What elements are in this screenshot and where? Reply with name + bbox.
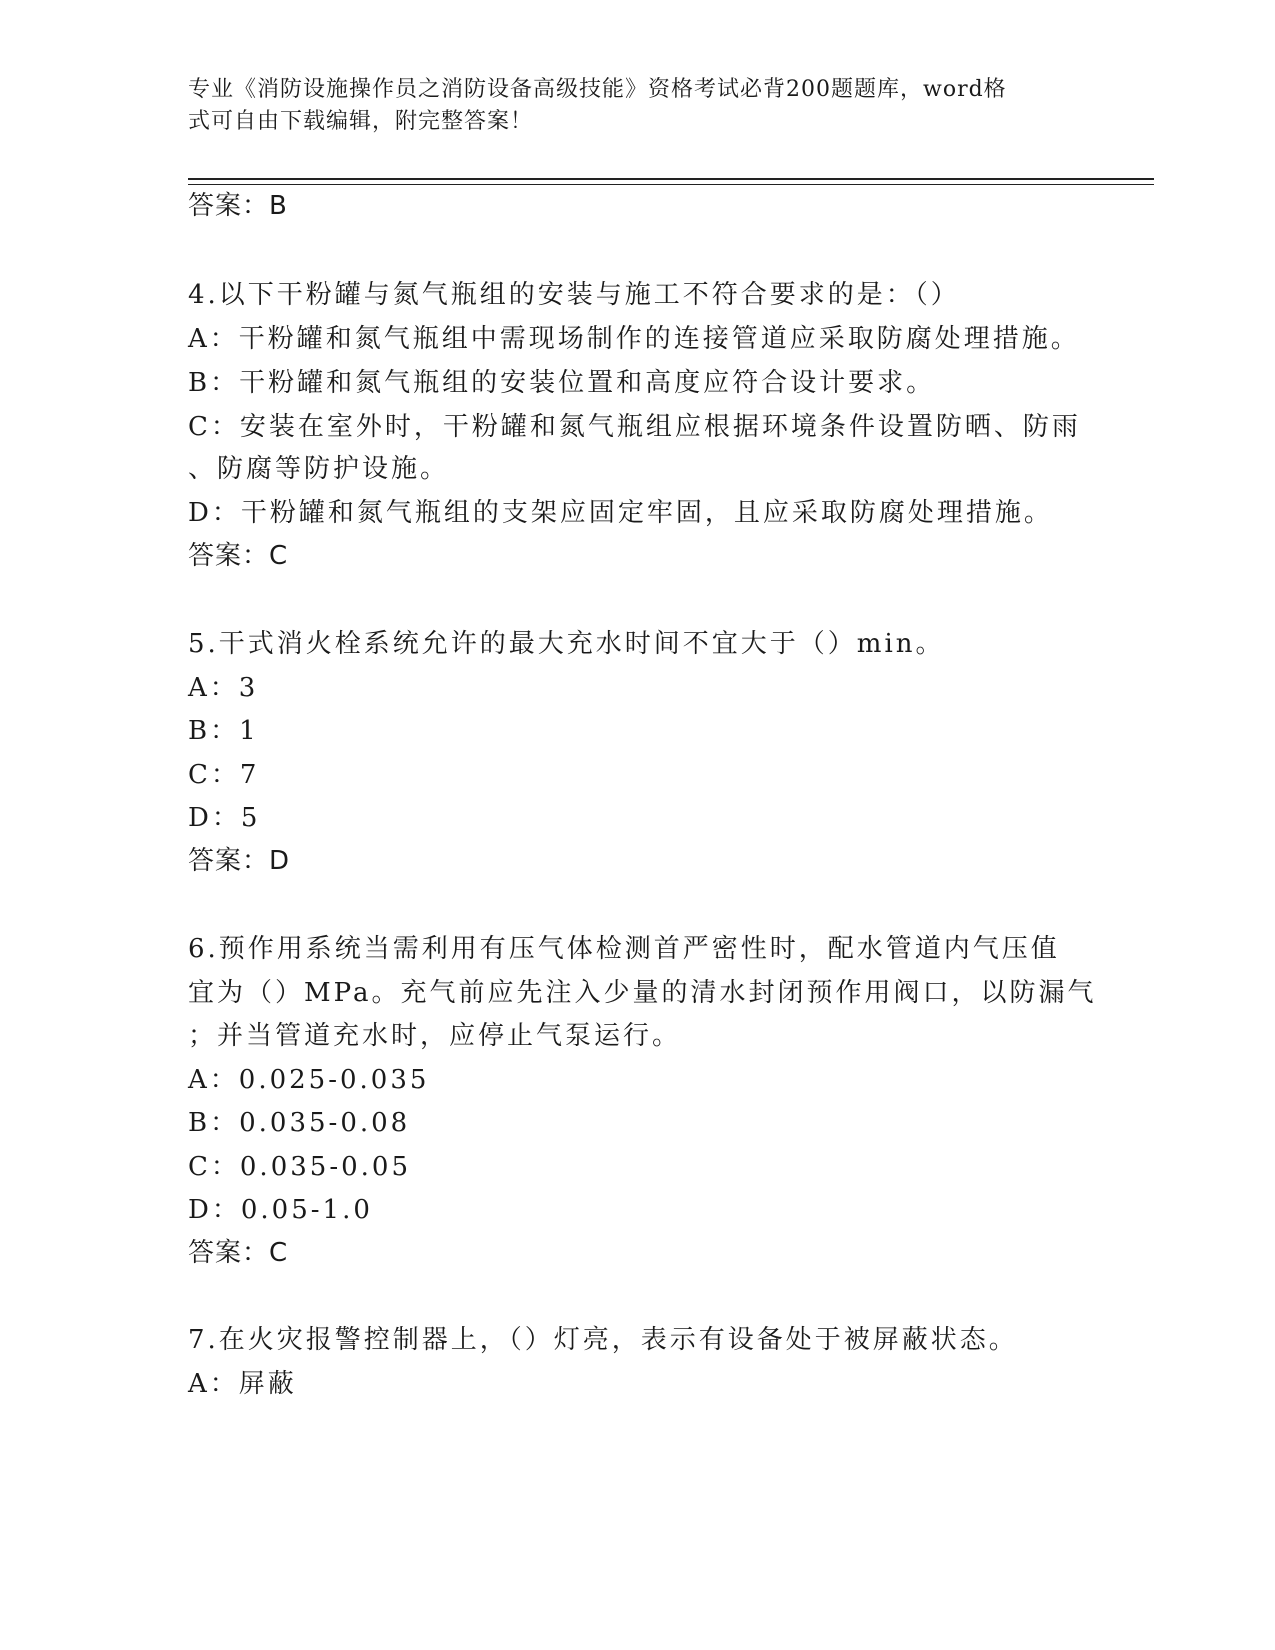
question-stem: 5.干式消火栓系统允许的最大充水时间不宜大于（）min。 [188, 629, 945, 659]
header-rule-thick [188, 178, 1154, 180]
option-c: C：7 [188, 760, 260, 790]
question-stem-continued: ；并当管道充水时，应停止气泵运行。 [188, 1021, 682, 1051]
header-line-2: 式可自由下载编辑，附完整答案！ [188, 109, 534, 134]
option-c: C：安装在室外时，干粉罐和氮气瓶组应根据环境条件设置防晒、防雨 [188, 412, 1081, 442]
answer-line: 答案：D [188, 846, 291, 876]
option-d: D：0.05-1.0 [188, 1195, 373, 1225]
option-a: A：屏蔽 [188, 1369, 297, 1399]
document-header [188, 74, 1088, 138]
option-a: A：0.025-0.035 [188, 1065, 430, 1095]
option-b: B：干粉罐和氮气瓶组的安装位置和高度应符合设计要求。 [188, 368, 936, 398]
header-rule-thin [188, 184, 1154, 185]
option-a: A：3 [188, 673, 259, 703]
answer-line: 答案：B [188, 191, 288, 221]
question-stem: 6.预作用系统当需利用有压气体检测首严密性时，配水管道内气压值 [188, 934, 1060, 964]
option-d: D：5 [188, 803, 261, 833]
question-stem-continued: 宜为（）MPa。充气前应先注入少量的清水封闭预作用阀口，以防漏气 [188, 978, 1097, 1008]
answer-line: 答案：C [188, 1238, 289, 1268]
option-b: B：0.035-0.08 [188, 1108, 411, 1138]
option-c: C：0.035-0.05 [188, 1152, 412, 1182]
question-stem: 4.以下干粉罐与氮气瓶组的安装与施工不符合要求的是：（） [188, 280, 960, 310]
option-b: B：1 [188, 716, 259, 746]
answer-line: 答案：C [188, 541, 289, 571]
header-line-1: 专业《消防设施操作员之消防设备高级技能》资格考试必背200题题库，word格 [188, 77, 1007, 102]
option-c-continued: 、防腐等防护设施。 [188, 454, 450, 484]
option-a: A：干粉罐和氮气瓶组中需现场制作的连接管道应采取防腐处理措施。 [188, 324, 1080, 354]
question-stem: 7.在火灾报警控制器上，（）灯亮，表示有设备处于被屏蔽状态。 [188, 1325, 1018, 1355]
option-d: D：干粉罐和氮气瓶组的支架应固定牢固，且应采取防腐处理措施。 [188, 498, 1053, 528]
